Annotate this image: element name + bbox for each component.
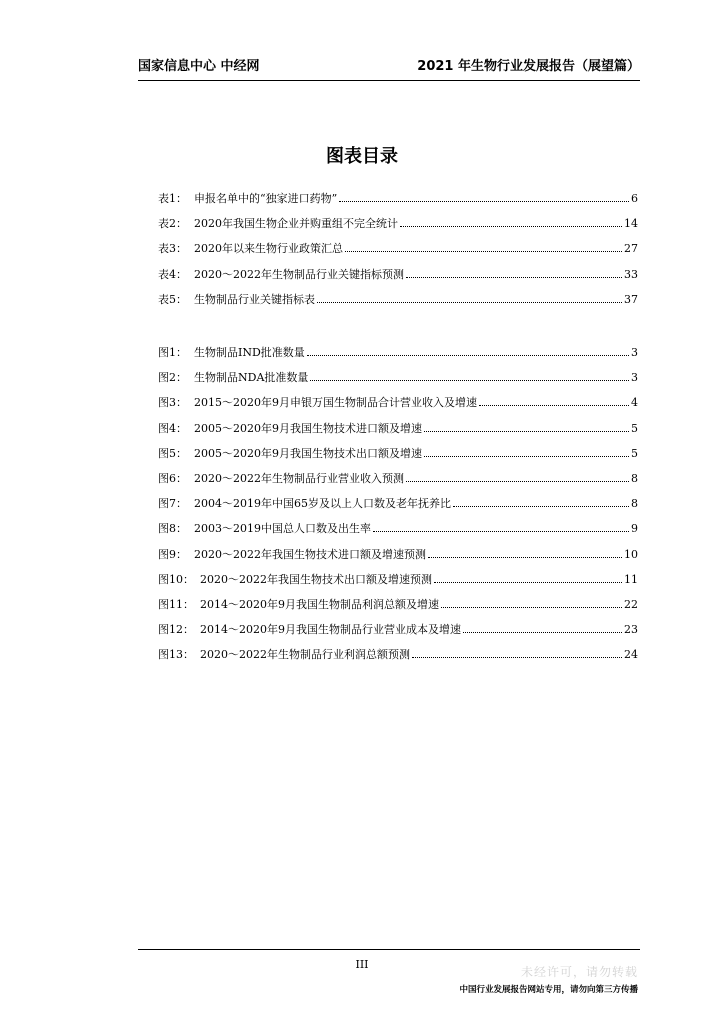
entry-label: 表2：: [158, 217, 187, 231]
dot-leader: [406, 470, 629, 482]
entry-title: 2014～2020年9月我国生物制品行业营业成本及增速: [200, 623, 461, 637]
page-number: III: [355, 958, 369, 971]
dot-leader: [339, 190, 629, 202]
entry-page-number: 9: [631, 522, 638, 536]
entry-label: 图1：: [158, 346, 187, 359]
entry-title: 2014～2020年9月我国生物制品利润总额及增速: [200, 598, 439, 611]
table-entry[interactable]: [158, 240, 638, 256]
dot-leader: [317, 291, 622, 303]
header-report-title: 2021 年生物行业发展报告（展望篇）: [417, 59, 640, 74]
entry-title: 2015～2020年9月申银万国生物制品合计营业收入及增速: [194, 396, 477, 410]
entry-title: 2020～2022年生物制品行业利润总额预测: [200, 648, 410, 662]
entry-label: 表1：: [158, 192, 187, 205]
entry-title: 2020～2022年生物制品行业营业收入预测: [194, 472, 404, 485]
entry-title: 申报名单中的“独家进口药物”: [194, 192, 338, 205]
entry-label: 图12：: [158, 623, 194, 637]
dot-leader: [412, 646, 622, 658]
entry-label: 图10：: [158, 572, 194, 586]
header-publisher: 国家信息中心 中经网: [138, 59, 260, 74]
entry-title: 2004～2019年中国65岁及以上人口数及老年抚养比: [194, 497, 451, 511]
dot-leader: [453, 495, 629, 507]
entry-title: 2020～2022年我国生物技术进口额及增速预测: [194, 547, 426, 561]
dot-leader: [345, 240, 622, 252]
entry-title: 2020年以来生物行业政策汇总: [194, 242, 343, 256]
entry-page-number: 23: [624, 623, 638, 637]
table-entry[interactable]: [158, 190, 638, 206]
figure-entry[interactable]: [158, 445, 638, 461]
figure-entry[interactable]: [158, 646, 638, 662]
figure-entry[interactable]: [158, 420, 638, 436]
figure-entry[interactable]: [158, 546, 638, 562]
entry-page-number: 11: [624, 572, 638, 586]
entry-label: 表5：: [158, 292, 187, 306]
dot-leader: [373, 520, 629, 532]
page-title: 图表目录: [326, 146, 398, 167]
entry-page-number: 14: [624, 217, 638, 231]
entry-label: 图13：: [158, 648, 194, 662]
figure-entry[interactable]: [158, 369, 638, 385]
footer-divider: [138, 949, 640, 950]
entry-page-number: 24: [624, 648, 638, 662]
figure-entry[interactable]: [158, 344, 638, 360]
table-entry[interactable]: [158, 266, 638, 282]
entry-page-number: 3: [631, 346, 638, 359]
entry-label: 图7：: [158, 497, 187, 511]
entry-label: 表4：: [158, 267, 187, 281]
entry-label: 图2：: [158, 371, 187, 385]
entry-title: 生物制品行业关键指标表: [194, 292, 315, 306]
dot-leader: [434, 571, 622, 583]
entry-title: 2005～2020年9月我国生物技术出口额及增速: [194, 446, 422, 460]
page-header: [138, 52, 640, 74]
entry-page-number: 10: [624, 547, 638, 561]
table-entry[interactable]: [158, 215, 638, 231]
dot-leader: [441, 596, 622, 608]
dot-leader: [463, 621, 622, 633]
entry-title: 生物制品NDA批准数量: [194, 371, 309, 385]
dot-leader: [428, 546, 622, 558]
figure-entry[interactable]: [158, 520, 638, 536]
dot-leader: [424, 445, 629, 457]
dot-leader: [406, 266, 622, 278]
footer-note: 中国行业发展报告网站专用，请勿向第三方传播: [459, 985, 638, 995]
figure-entry[interactable]: [158, 394, 638, 410]
entry-label: 表3：: [158, 242, 187, 256]
figure-entry[interactable]: [158, 596, 638, 612]
entry-title: 2020～2022年我国生物技术出口额及增速预测: [200, 572, 432, 586]
entry-label: 图11：: [158, 598, 194, 611]
dot-leader: [424, 420, 629, 432]
figure-entry[interactable]: [158, 470, 638, 486]
watermark: 未经许可，请勿转载: [520, 965, 638, 979]
entry-page-number: 37: [624, 292, 638, 306]
header-divider: [138, 80, 640, 81]
dot-leader: [479, 394, 629, 406]
entry-title: 2003～2019中国总人口数及出生率: [194, 522, 371, 536]
entry-label: 图9：: [158, 547, 187, 561]
entry-page-number: 27: [624, 242, 638, 256]
table-entry[interactable]: [158, 291, 638, 307]
entry-page-number: 3: [631, 371, 638, 385]
entry-title: 生物制品IND批准数量: [194, 346, 305, 359]
figure-entry[interactable]: [158, 495, 638, 511]
entry-label: 图3：: [158, 396, 187, 410]
entry-label: 图6：: [158, 472, 187, 485]
dot-leader: [307, 344, 629, 356]
entry-page-number: 22: [624, 598, 638, 611]
entry-page-number: 5: [631, 446, 638, 460]
entry-page-number: 4: [631, 396, 638, 410]
entry-page-number: 33: [624, 267, 638, 281]
entry-title: 2005～2020年9月我国生物技术进口额及增速: [194, 421, 422, 435]
entry-label: 图4：: [158, 421, 187, 435]
dot-leader: [310, 369, 629, 381]
dot-leader: [400, 215, 622, 227]
entry-page-number: 8: [631, 497, 638, 511]
entry-page-number: 6: [631, 192, 638, 205]
entry-label: 图8：: [158, 522, 187, 536]
entry-title: 2020～2022年生物制品行业关键指标预测: [194, 267, 404, 281]
figure-entry[interactable]: [158, 621, 638, 637]
entry-page-number: 5: [631, 421, 638, 435]
entry-page-number: 8: [631, 472, 638, 485]
entry-label: 图5：: [158, 446, 187, 460]
entry-title: 2020年我国生物企业并购重组不完全统计: [194, 217, 398, 231]
figure-entry[interactable]: [158, 571, 638, 587]
